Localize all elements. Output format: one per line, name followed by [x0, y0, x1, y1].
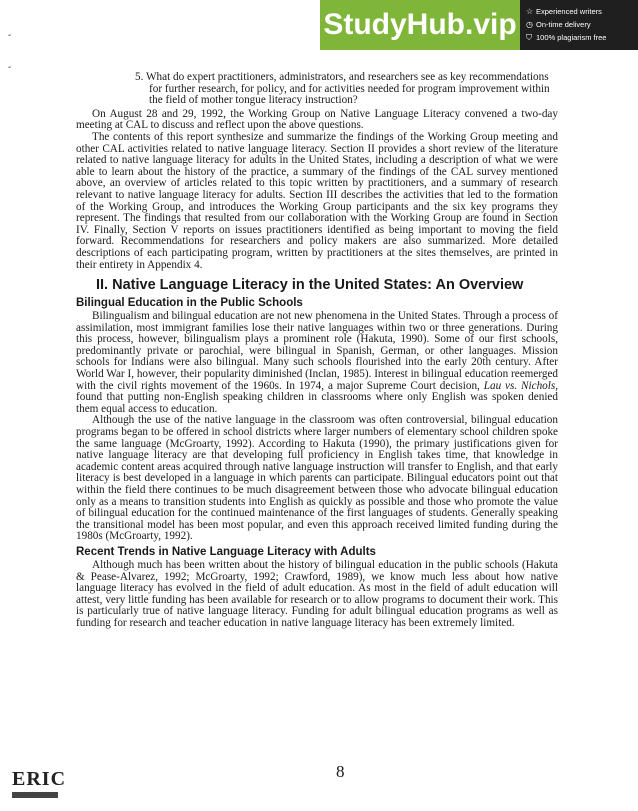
question-list-item: [76, 72, 558, 107]
eric-logo-text: ERIC: [12, 768, 67, 790]
feature-label: Experienced writers: [536, 7, 602, 16]
list-number: 5.: [135, 71, 144, 83]
section-title: II. Native Language Literacy in the United States: An Overview: [96, 277, 524, 294]
feature-experienced-writers: [526, 5, 638, 18]
margin-mark: -: [8, 30, 12, 41]
intro-paragraph: The contents of this report synthesize and summarize the findings of the Working Group meeting and other CAL activities related to native language literacy. Section II provides a short review of the literature related to native language literacy for adults in the United States, including a description of what we were able to learn about the history of the practice, a summary of the findings of the CAL survey mentioned above, an overview of articles related to this topic written by practitioners, and a summary of research relevant to native language literacy for adults. Section III describes the activities that led to the formation of the Working Group, and introduces the Working Group participants and the six key programs they represent. The findings that resulted from our collaboration with the Working Group are found in Section IV. Finally, Section V reports on issues practitioners identified as being important to moving the field forward. Recommendations for researchers and policy makers are also summarized. More detailed descriptions of each participating program, written by practitioners at the sites themselves, are printed in their entirety in Appendix 4.: [76, 130, 558, 271]
shield-icon: ⛉: [526, 33, 532, 42]
paragraph-text: Bilingualism and bilingual education are not new phenomena in the United States. Through a process of assimilation, most immigrant families lose their native languages within two or three generations. During this process, however, bilingualism plays a prominent role (Hakuta, 1990). Some of our first schools, predominantly private or parochial, were bilingual in Spanish, German, or other languages. Mission schools for Indians were also bilingual. Many such schools flourished into the early 20th century. After World War I, however, their popularity diminished (Inclan, 1985). Interest in bilingual education reemerged with the civil rights movement of the 1960s. In 1974, a major Supreme Court decision,: [76, 310, 558, 392]
feature-on-time-delivery: [526, 18, 638, 31]
clock-icon: ◷: [526, 20, 533, 29]
body-paragraph: Although much has been written about the history of bilingual education in the public schools (Hakuta & Pease-Alvarez, 1992; McGroarty, 1992; Crawford, 1989), we know much less about how native language literacy has evolved in the field of adult education. As most in the field of adult education will attest, very little funding has been available for research or to allow programs to document their work. This is particularly true of native language literacy. Funding for adult bilingual education programs as well as funding for research and teacher education in native language literacy has been extremely limited.: [76, 558, 558, 629]
body-paragraph: [76, 311, 558, 415]
subsection-title: Bilingual Education in the Public Schools: [76, 297, 303, 310]
margin-mark: -: [8, 62, 12, 73]
paragraph-text: , found that putting non-English speaking children in classrooms where only English was spoken denied them equal access to education.: [76, 379, 559, 415]
star-icon: ☆: [526, 7, 534, 16]
feature-plagiarism-free: [526, 31, 638, 44]
feature-label: On-time delivery: [536, 20, 591, 29]
studyhub-logo[interactable]: StudyHub.vip: [320, 0, 520, 50]
eric-logo: [12, 768, 67, 806]
body-paragraph: Although the use of the native language in the classroom was often controversial, bilingual education programs began to be offered in school districts where larger numbers of elementary school children spoke the same language (McGroarty, 1992). According to Hakuta (1990), the primary justifications given for native language literacy are that developing full proficiency in English takes time, that knowledge in academic content areas acquired through native language instruction will transfer to English, and that early literacy is best developed in a language in which parents can participate. Bilingual educators point out that within the field there continues to be much disagreement between those who advocate bilingual education only as a means to transition students into English as quickly as possible and those who promote the value of bilingual education for the continued maintenance of the first languages of students. Generally speaking the transitional model has been most popular, and even this approach received limited funding during the 1980s (McGroarty, 1992).: [76, 414, 558, 543]
banner-features: [526, 5, 638, 44]
feature-label: 100% plagiarism free: [536, 33, 607, 42]
subsection-title: Recent Trends in Native Language Literacy with Adults: [76, 545, 376, 558]
eric-logo-bar: [12, 792, 58, 798]
intro-paragraph: On August 28 and 29, 1992, the Working Group on Native Language Literacy convened a two-day meeting at CAL to discuss and reflect upon the above questions.: [76, 107, 558, 132]
page-number: 8: [336, 762, 345, 781]
case-citation: Lau vs. Nichols: [483, 379, 556, 392]
document-page: [76, 72, 558, 630]
list-text: What do expert practitioners, administrators, and researchers see as key recommendations for further research, for policy, and for activities needed for program improvement within the field of mother tongue literacy instruction?: [146, 71, 550, 107]
studyhub-banner[interactable]: [320, 0, 638, 50]
